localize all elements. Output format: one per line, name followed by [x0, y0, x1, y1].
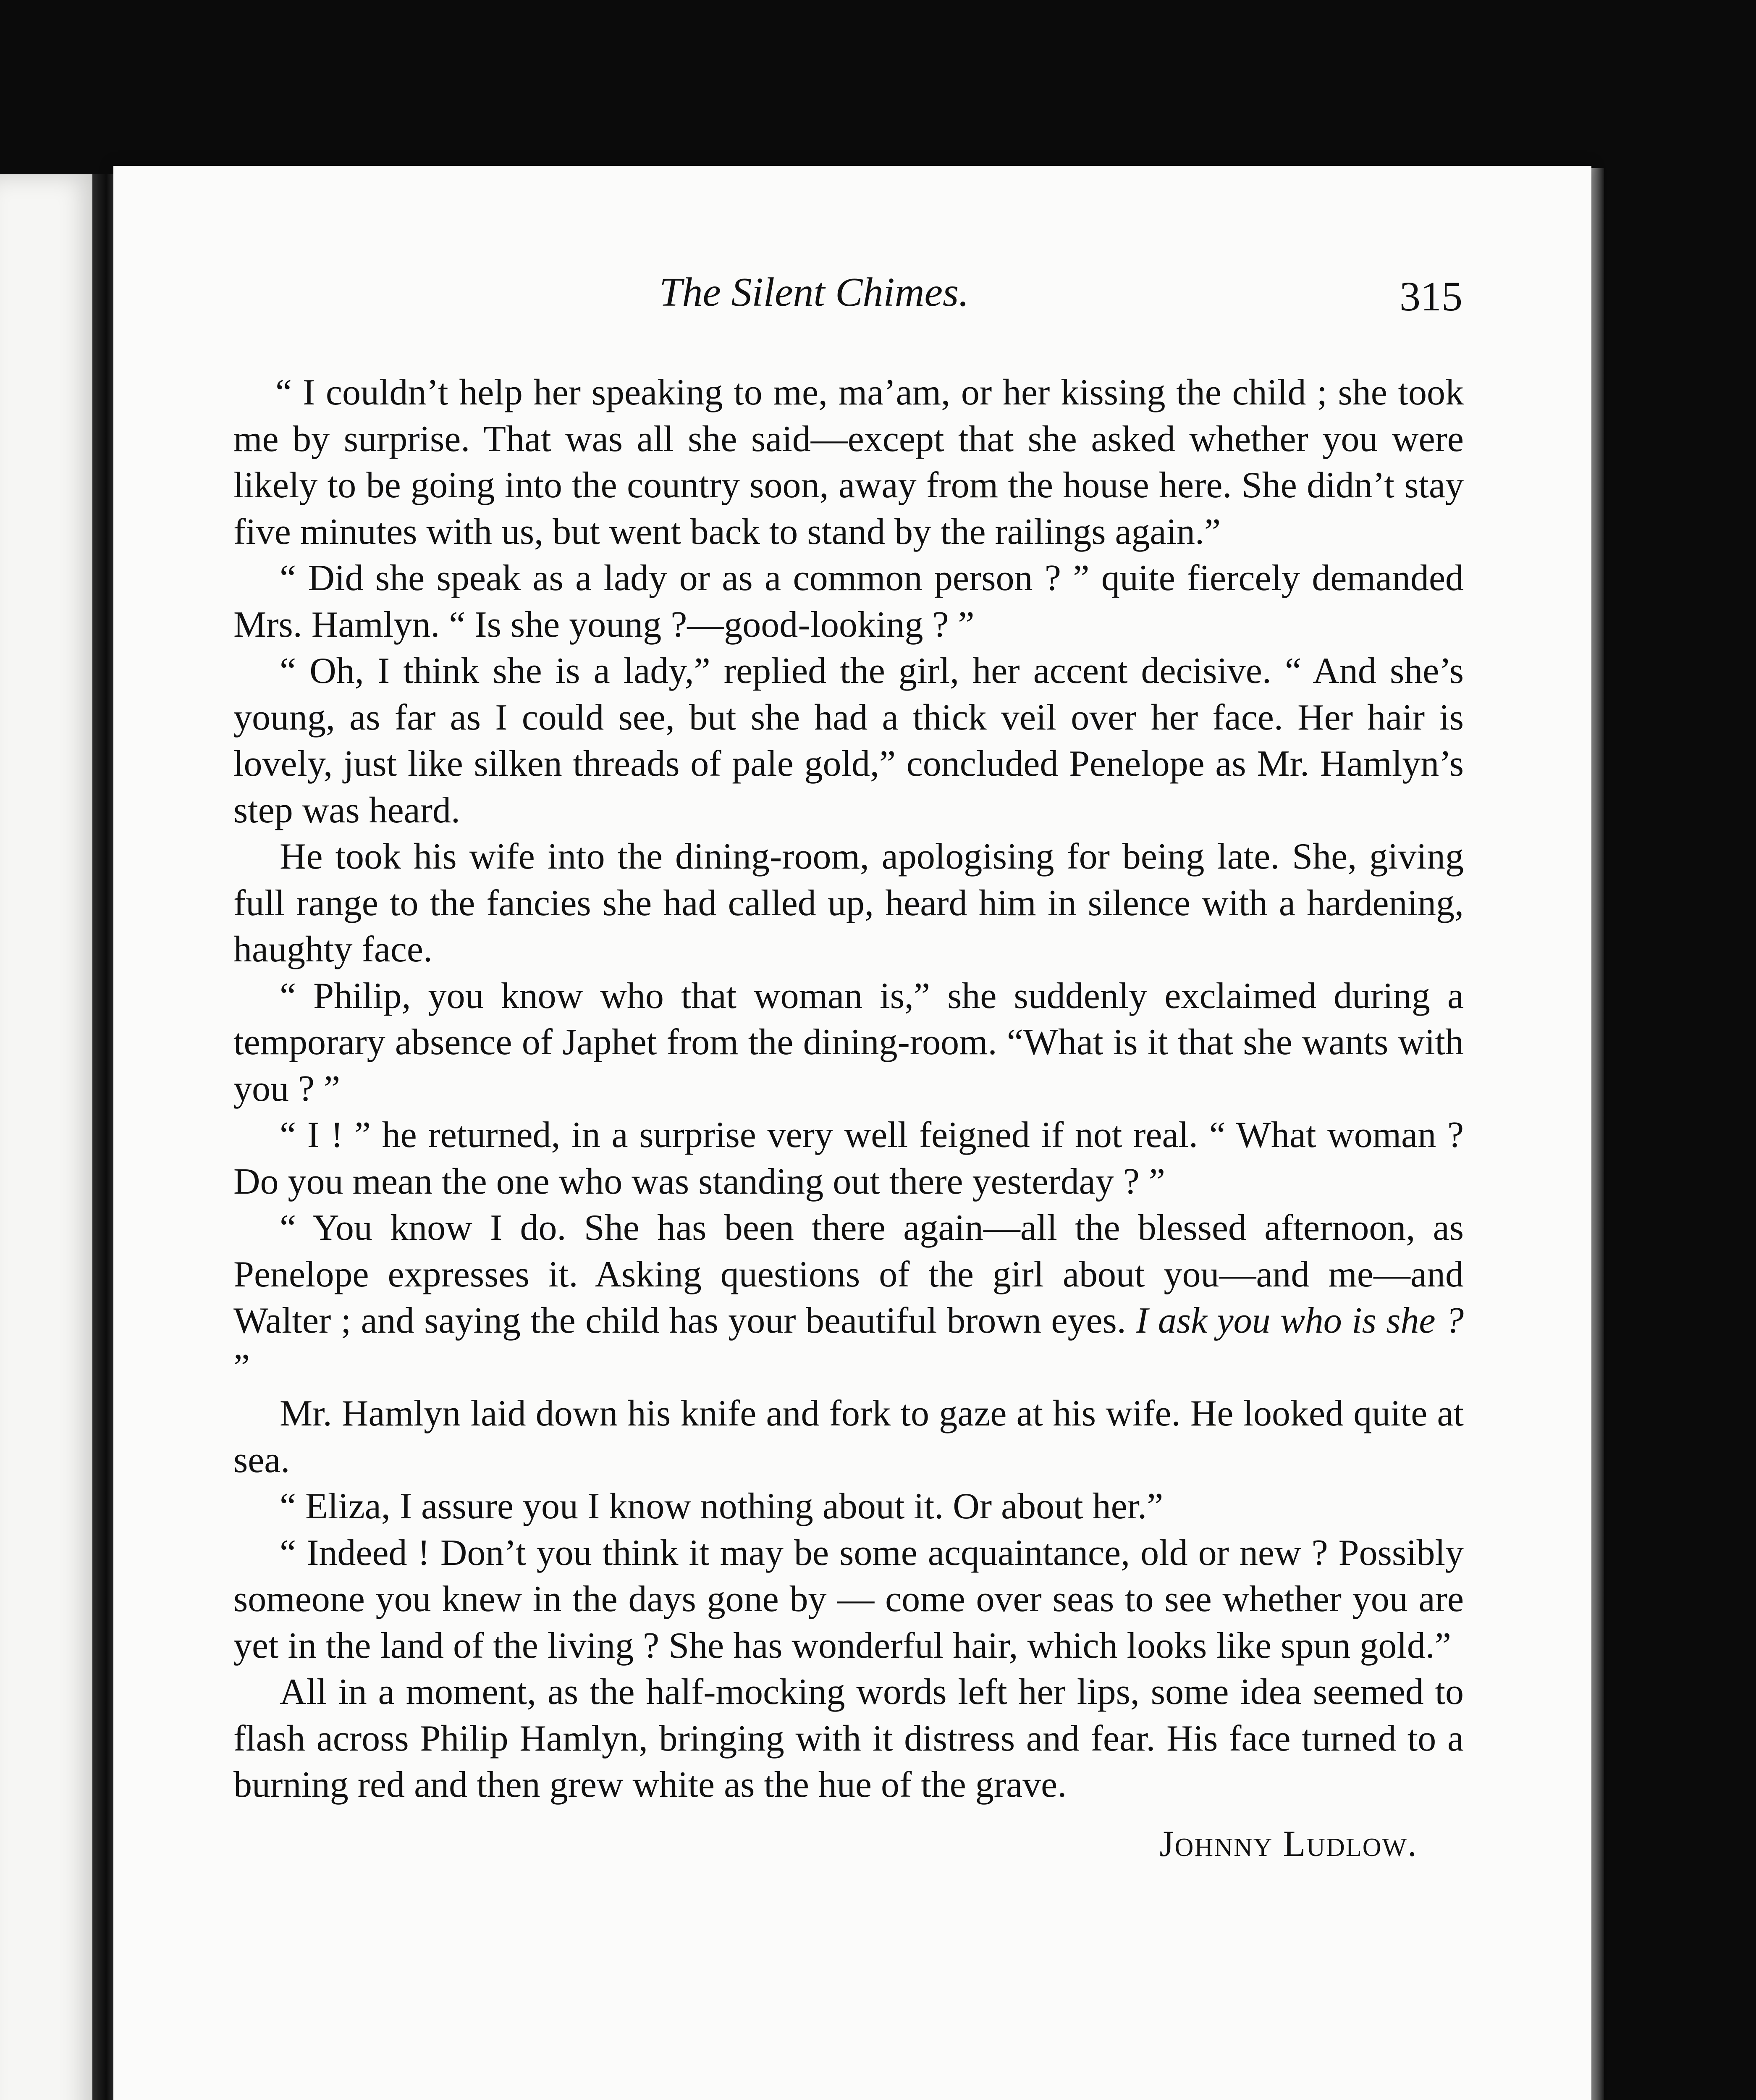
paragraph: “ Eliza, I assure you I know nothing about it. Or about her.”	[280, 1486, 1164, 1527]
paragraph: All in a moment, as the half-mocking words left her lips, some idea seemed to flash across Philip Hamlyn, bringing with it distress and fear. His face turned to a burning red and then grew white as the hue of the grave.	[233, 1672, 1464, 1805]
paragraph: “ Did she speak as a lady or as a common person ? ” quite fiercely demanded Mrs. Hamlyn. “ Is she young ?—good-looking ? ”	[233, 558, 1464, 645]
paragraph: “ I ! ” he returned, in a surprise very well feigned if not real. “ What woman ? Do you mean the one who was standing out there yesterday ? ”	[233, 1115, 1464, 1202]
page-edge-shadow	[1591, 168, 1604, 2100]
paragraph: Mr. Hamlyn laid down his knife and fork to gaze at his wife. He looked quite at sea.	[233, 1393, 1464, 1480]
running-title: The Silent Chimes.	[659, 270, 969, 315]
closing-quote: ”	[233, 1347, 250, 1388]
left-page-edge	[0, 174, 101, 2100]
page-body	[233, 370, 1464, 1867]
paragraph: “ I couldn’t help her speaking to me, ma’am, or her kissing the child ; she took me by surprise. That was all she said—except that she asked whether you were likely to be going into the country soon, away from the house here. She didn’t stay five minutes with us, but went back to stand by the railings again.”	[233, 372, 1464, 552]
paragraph: “ Indeed ! Don’t you think it may be some acquaintance, old or new ? Possibly someone you knew in the days gone by — come over seas to see whether you are yet in the land of the living ? She has wonderful hair, which looks like spun gold.”	[233, 1532, 1464, 1666]
paragraph: “ Philip, you know who that woman is,” she suddenly exclaimed during a temporary absence of Japhet from the dining-room. “What is it that she wants with you ? ”	[233, 975, 1464, 1109]
page-header	[546, 269, 1470, 328]
paragraph-you-know	[233, 1205, 1464, 1391]
book-gutter	[92, 174, 115, 2100]
paragraph-text: “ You know I do. She has been there again—all the blessed afternoon, as Penelope expresses it. Asking questions of the girl about you—and me—and Walter ; and saying the child has your beautiful brown eyes.	[233, 1208, 1464, 1341]
author-signature: Johnny Ludlow.	[1159, 1823, 1418, 1864]
italic-question: I ask you who is she ?	[1136, 1300, 1464, 1341]
paragraph: He took his wife into the dining-room, apologising for being late. She, giving full range to the fancies she had called up, heard him in silence with a hardening, haughty face.	[233, 836, 1464, 970]
paragraph: “ Oh, I think she is a lady,” replied the girl, her accent decisive. “ And she’s young, as far as I could see, but she had a thick veil over her face. Her hair is lovely, just like silken threads of pale gold,” concluded Penelope as Mr. Hamlyn’s step was heard.	[233, 651, 1464, 831]
page-number: 315	[1400, 273, 1462, 320]
